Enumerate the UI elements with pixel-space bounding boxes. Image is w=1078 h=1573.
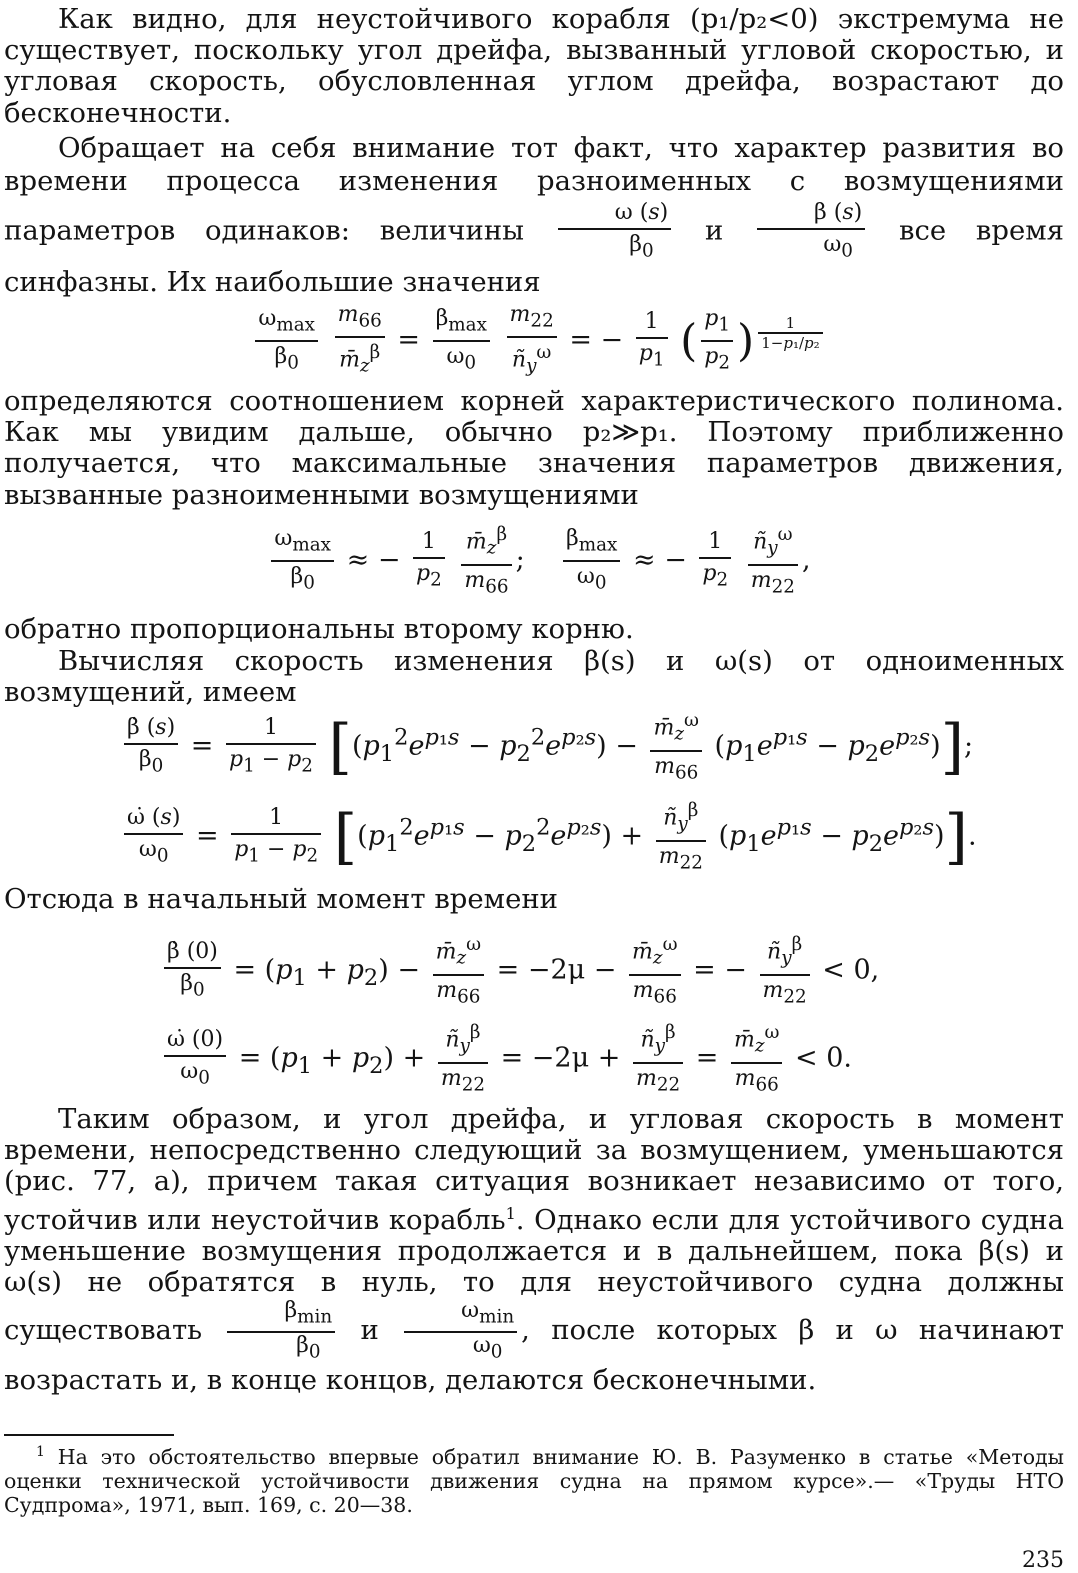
fraction-omega-over-beta0: $\frac{\omega (s)}{\beta_0}$ — [558, 198, 671, 266]
page-number: 235 — [1022, 1548, 1064, 1573]
paragraph-text: после которых β и ω начинают возрастать и, в конце концов, делаются бесконечными. — [4, 1314, 1064, 1397]
equation-beta-initial: $\frac{\betȧ (0)}{\beta_0}$ = $(p_1 + p_2)$ − $\frac{m̄_z^\omega}{m_{66}}$ = −2μ − $\frac{m̄_z^\omega}{m_{66}}$ = − $\frac{ñ_y^\beta}{m_{22}}$ < 0, — [160, 930, 1040, 1012]
fraction-omega-min: $\frac{\omega_{min}}{\omega_0}$ — [404, 1298, 517, 1365]
equation-omega-initial: $\frac{\omegȧ (0)}{\omega_0}$ = $(p_1 + p_2)$ + $\frac{ñ_y^\beta}{m_{22}}$ = −2μ + $\frac{ñ_y^\beta}{m_{22}}$ = $\frac{m̄_z^\omega}{m_{66}}$ < 0. — [160, 1018, 1040, 1100]
paragraph-text: Таким образом, и угол дрейфа, и угловая скорость в момент времени, непосредственно следующий за возмущением, уменьшаются (рис. 77, а), причем такая ситуация возникает независимо от того, устойчив или неустойчив корабль — [4, 1103, 1064, 1236]
footnote-text: На это обстоятельство впервые обратил внимание Ю. В. Разуменко в статье «Методы оценки технической устойчивости движения судна на прямом курсе».— «Труды НТО Судпрома», 1971, вып. 169, с. 20—38. — [4, 1444, 1064, 1517]
paragraph-roots — [4, 386, 1064, 511]
paragraph-text: определяются соотношением корней характеристического полинома. Как мы увидим дальше, обычно p₂≫p₁. Поэтому приближенно получается, что максимальные значения параметров движения, вызванные разноименными возмущениями — [4, 385, 1064, 511]
paragraph-initial — [4, 884, 1064, 915]
paragraph-text: Обращает на себя внимание тот факт, что характер развития во времени процесса изменения разноименных с возмущениями параметров одинаков: величины — [4, 132, 1064, 247]
paragraph-text: Вычисляя скорость изменения β(s) и ω(s) от одноименных возмущений, имеем — [4, 645, 1064, 709]
paragraph-conclusion: Таким образом, и угол дрейфа, и угловая скорость в момент времени, непосредственно следующий за возмущением, уменьшаются (рис. 77, а), причем такая ситуация возникает независимо от того, устойчив или неустойчив корабль$^1$. Однако если для устойчивого судна уменьшение возмущения продолжается и в дальнейшем, пока β(s) и ω(s) не обратятся в нуль, то для неустойчивого судна должны существовать $\frac{\beta_{min}}{\beta_0}$ и $\frac{\omega_{min}}{\omega_0}$ , после которых β и ω начинают возрастать и, в конце концов, делаются бесконечными. — [4, 1103, 1064, 1397]
paragraph-rate — [4, 646, 1064, 708]
conjunction: и — [704, 214, 724, 247]
paragraph-unstable-ship — [4, 4, 1064, 129]
footnote — [4, 1440, 1064, 1517]
paragraph-text: обратно пропорциональны второму корню. — [4, 613, 634, 645]
paragraph-text: . Однако если для устойчивого судна уменьшение возмущения продолжается и в дальнейшем, пока β(s) и ω(s) не обратятся в нуль, то для неустойчивого судна должны существовать — [4, 1203, 1064, 1347]
fraction-beta-over-omega0: $\frac{\beta (s)}{\omega_0}$ — [757, 198, 865, 266]
paragraph-text: Как видно, для неустойчивого корабля (p₁/p₂<0) экстремума не существует, поскольку угол дрейфа, вызванный угловой скоростью, и угловая скорость, обусловленная углом дрейфа, возрастают до бесконечности. — [4, 3, 1064, 129]
paragraph-inverse — [4, 614, 1064, 645]
footnote-rule — [4, 1434, 174, 1436]
paragraph-text: все время синфазны. Их наибольшие значения — [4, 214, 1064, 299]
conjunction: и — [360, 1314, 379, 1347]
paragraph-synphase — [4, 132, 1064, 299]
paragraph-text: Отсюда в начальный момент времени — [4, 883, 559, 915]
equation-approx: $\frac{\omega_{max}}{\beta_0}$ ≈ − $\frac{1}{p_2}$ $\frac{m̄_z^\beta}{m_{66}}$ ; $\frac{\beta_{max}}{\omega_0}$ ≈ − $\frac{1}{p_2}$ $\frac{ñ_y^\omega}{m_{22}}$ , — [0, 520, 1078, 602]
equation-omega-dot: $\frac{\omegȧ (s)}{\omega_0}$ = $\frac{1}{p_1 - p_2}$ [$(p_1^2e^{p_1s} - p_2^2e^{p_2s})$ + $\frac{ñ_y^\beta}{m_{22}}$ $(p_1e^{p_1s} - p_2e^{p_2s})$]. — [120, 796, 1020, 878]
footnote-mark: 1 — [36, 1444, 45, 1460]
fraction-beta-min: $\frac{\beta_{min}}{\beta_0}$ — [227, 1298, 335, 1365]
footnote-ref: 1 — [505, 1203, 516, 1223]
equation-maxima: $\frac{\omega_{max}}{\beta_0}$ $\frac{m_{66}}{m̄_z^\beta}$ = $\frac{\beta_{max}}{\omega_0}$ $\frac{m_{22}}{ñ_y^\omega}$ = − $\frac{1}{p_1}$ ( $\frac{p_1}{p_2}$ ) $^{\frac{1}{\text{1−p₁/p₂}}}$ — [0, 300, 1078, 382]
equation-beta-dot: $\frac{\betȧ (s)}{\beta_0}$ = $\frac{1}{p_1 - p_2}$ [$(p_1^2e^{p_1s} - p_2^2e^{p_2s})$ − $\frac{m̄_z^\omega}{m_{66}}$ $(p_1e^{p_1s} - p_2e^{p_2s})$]; — [120, 706, 1020, 788]
